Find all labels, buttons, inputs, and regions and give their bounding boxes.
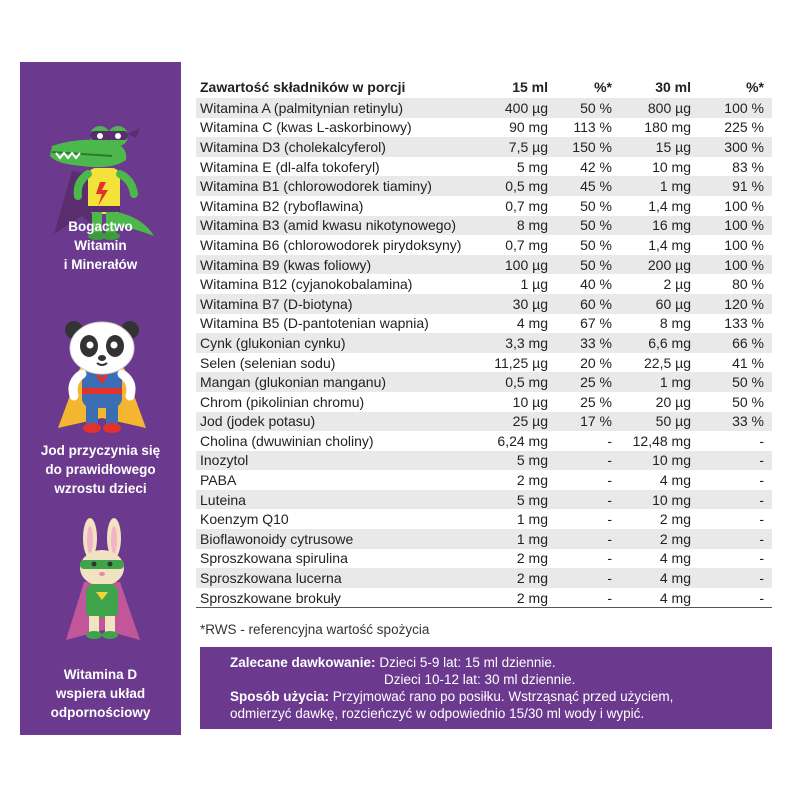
amount-15ml: 5 mg [516, 158, 548, 175]
amount-30ml: 10 mg [652, 491, 691, 508]
panda-superhero-icon [52, 318, 152, 436]
percent-15ml: 25 % [580, 393, 612, 410]
percent-30ml: - [759, 432, 764, 449]
percent-15ml: 25 % [580, 374, 612, 391]
feature-label-vitamins: Bogactwo Witamin i Minerałów [63, 219, 138, 272]
nutrition-table [196, 76, 772, 608]
percent-30ml: 100 % [724, 236, 764, 253]
amount-15ml: 25 µg [512, 413, 548, 430]
percent-15ml: 42 % [580, 158, 612, 175]
percent-15ml: - [607, 432, 612, 449]
ingredient-name: Witamina D3 (cholekalcyferol) [200, 138, 386, 155]
amount-30ml: 8 mg [659, 315, 691, 332]
percent-30ml: 300 % [724, 138, 764, 155]
percent-15ml: - [607, 589, 612, 606]
percent-15ml: 67 % [580, 315, 612, 332]
percent-15ml: 50 % [580, 99, 612, 116]
ingredient-name: Koenzym Q10 [200, 511, 289, 528]
percent-15ml: 17 % [580, 413, 612, 430]
amount-30ml: 200 µg [647, 256, 691, 273]
ingredient-name: Mangan (glukonian manganu) [200, 374, 387, 391]
percent-30ml: 50 % [732, 393, 764, 410]
ingredient-name: Jod (jodek potasu) [200, 413, 316, 430]
amount-30ml: 800 µg [647, 99, 691, 116]
amount-15ml: 30 µg [512, 295, 548, 312]
amount-30ml: 2 mg [659, 511, 691, 528]
table-row [196, 353, 772, 373]
table-row [196, 431, 772, 451]
amount-15ml: 2 mg [516, 570, 548, 587]
amount-30ml: 4 mg [659, 550, 691, 567]
table-row [196, 255, 772, 275]
percent-30ml: 66 % [732, 334, 764, 351]
amount-30ml: 6,6 mg [648, 334, 691, 351]
dosage-text-1: Dzieci 5-9 lat: 15 ml dziennie. [379, 655, 556, 670]
percent-30ml: 100 % [724, 197, 764, 214]
amount-15ml: 0,5 mg [505, 374, 548, 391]
table-body [196, 98, 772, 607]
amount-30ml: 1 mg [659, 178, 691, 195]
amount-15ml: 5 mg [516, 491, 548, 508]
header-percent-15ml: %* [594, 79, 612, 95]
amount-30ml: 180 mg [644, 119, 691, 136]
percent-15ml: 50 % [580, 217, 612, 234]
table-row [196, 392, 772, 412]
amount-30ml: 22,5 µg [644, 354, 691, 371]
percent-15ml: 40 % [580, 276, 612, 293]
percent-15ml: - [607, 530, 612, 547]
amount-30ml: 50 µg [655, 413, 691, 430]
percent-30ml: 33 % [732, 413, 764, 430]
table-row [196, 333, 772, 353]
percent-15ml: 113 % [573, 119, 612, 136]
dosage-text-2: Dzieci 10-12 lat: 30 ml dziennie. [384, 672, 576, 687]
amount-30ml: 10 mg [652, 158, 691, 175]
feature-label-vitamin-d: Witamina D wspiera układ odpornościowy [50, 667, 151, 720]
amount-15ml: 3,3 mg [505, 334, 548, 351]
percent-30ml: 83 % [732, 158, 764, 175]
table-row [196, 470, 772, 490]
ingredient-name: Sproszkowane brokuły [200, 589, 341, 606]
percent-15ml: - [607, 511, 612, 528]
ingredient-name: Chrom (pikolinian chromu) [200, 393, 365, 410]
amount-30ml: 2 µg [663, 276, 691, 293]
amount-15ml: 2 mg [516, 589, 548, 606]
amount-15ml: 1 mg [516, 530, 548, 547]
percent-30ml: 50 % [732, 374, 764, 391]
amount-30ml: 20 µg [655, 393, 691, 410]
rabbit-superhero-icon [58, 518, 148, 648]
percent-15ml: 45 % [580, 178, 612, 195]
table-row [196, 157, 772, 177]
percent-30ml: 100 % [724, 256, 764, 273]
percent-30ml: - [759, 570, 764, 587]
usage-text-2: odmierzyć dawkę, rozcieńczyć w odpowiednio 15/30 ml wody i wypić. [230, 706, 645, 721]
amount-15ml: 5 mg [516, 452, 548, 469]
percent-30ml: 100 % [724, 217, 764, 234]
percent-15ml: - [607, 452, 612, 469]
ingredient-name: Cholina (dwuwinian choliny) [200, 432, 374, 449]
percent-15ml: 50 % [580, 236, 612, 253]
ingredient-name: Witamina B7 (D-biotyna) [200, 295, 353, 312]
amount-30ml: 15 µg [655, 138, 691, 155]
ingredient-name: Witamina C (kwas L-askorbinowy) [200, 119, 412, 136]
table-bottom-rule [196, 607, 772, 608]
ingredient-name: Sproszkowana spirulina [200, 550, 348, 567]
percent-15ml: 50 % [580, 256, 612, 273]
ingredient-name: Selen (selenian sodu) [200, 354, 336, 371]
table-row [196, 490, 772, 510]
ingredient-name: Bioflawonoidy cytrusowe [200, 530, 354, 547]
table-row [196, 372, 772, 392]
ingredient-name: Witamina E (dl-alfa tokoferyl) [200, 158, 380, 175]
table-row [196, 216, 772, 236]
amount-30ml: 1,4 mg [648, 197, 691, 214]
rws-footnote: *RWS - referencyjna wartość spożycia [200, 622, 430, 637]
ingredient-name: PABA [200, 472, 237, 489]
percent-15ml: - [607, 550, 612, 567]
amount-15ml: 100 µg [504, 256, 548, 273]
percent-15ml: 33 % [580, 334, 612, 351]
percent-30ml: 41 % [732, 354, 764, 371]
header-percent-30ml: %* [746, 79, 764, 95]
header-ingredients: Zawartość składników w porcji [200, 79, 406, 95]
percent-15ml: 60 % [580, 295, 612, 312]
percent-30ml: - [759, 530, 764, 547]
amount-30ml: 4 mg [659, 472, 691, 489]
ingredient-name: Inozytol [200, 452, 249, 469]
amount-15ml: 0,5 mg [505, 178, 548, 195]
table-row [196, 274, 772, 294]
amount-15ml: 1 µg [520, 276, 548, 293]
percent-30ml: - [759, 550, 764, 567]
percent-15ml: 20 % [580, 354, 612, 371]
percent-30ml: 91 % [732, 178, 764, 195]
dosage-line-1 [230, 654, 772, 671]
amount-15ml: 0,7 mg [505, 197, 548, 214]
amount-15ml: 2 mg [516, 550, 548, 567]
table-row [196, 451, 772, 471]
usage-line-2 [230, 705, 772, 722]
percent-15ml: 150 % [572, 138, 612, 155]
ingredient-name: Cynk (glukonian cynku) [200, 334, 346, 351]
usage-line-1 [230, 688, 772, 705]
amount-15ml: 4 mg [516, 315, 548, 332]
percent-30ml: - [759, 491, 764, 508]
table-row [196, 294, 772, 314]
percent-30ml: 100 % [724, 99, 764, 116]
usage-text-1: Przyjmować rano po posiłku. Wstrząsnąć przed użyciem, [332, 689, 674, 704]
table-row [196, 235, 772, 255]
percent-30ml: - [759, 452, 764, 469]
features-sidebar [20, 62, 181, 735]
amount-30ml: 16 mg [652, 217, 691, 234]
ingredient-name: Sproszkowana lucerna [200, 570, 342, 587]
ingredient-name: Witamina A (palmitynian retinylu) [200, 99, 404, 116]
amount-30ml: 2 mg [659, 530, 691, 547]
percent-15ml: - [607, 472, 612, 489]
ingredient-name: Witamina B9 (kwas foliowy) [200, 256, 372, 273]
dosage-box [200, 647, 772, 729]
amount-30ml: 4 mg [659, 570, 691, 587]
table-header [196, 76, 772, 98]
table-row [196, 314, 772, 334]
amount-15ml: 7,5 µg [508, 138, 548, 155]
table-row [196, 588, 772, 608]
amount-15ml: 10 µg [512, 393, 548, 410]
ingredient-name: Witamina B2 (ryboflawina) [200, 197, 364, 214]
amount-15ml: 1 mg [516, 511, 548, 528]
table-row [196, 568, 772, 588]
table-row [196, 509, 772, 529]
amount-15ml: 6,24 mg [497, 432, 548, 449]
header-15ml: 15 ml [512, 79, 548, 95]
amount-15ml: 2 mg [516, 472, 548, 489]
percent-15ml: - [607, 570, 612, 587]
table-row [196, 118, 772, 138]
percent-30ml: - [759, 511, 764, 528]
amount-30ml: 60 µg [655, 295, 691, 312]
table-row [196, 196, 772, 216]
amount-15ml: 11,25 µg [494, 354, 548, 371]
ingredient-name: Witamina B3 (amid kwasu nikotynowego) [200, 217, 456, 234]
table-row [196, 549, 772, 569]
percent-30ml: - [759, 589, 764, 606]
ingredient-name: Witamina B6 (chlorowodorek pirydoksyny) [200, 236, 462, 253]
amount-15ml: 0,7 mg [505, 236, 548, 253]
feature-label-iodine: Jod przyczynia się do prawidłowego wzrostu dzieci [40, 443, 161, 496]
percent-30ml: 133 % [724, 315, 764, 332]
table-row [196, 529, 772, 549]
usage-label: Sposób użycia: [230, 689, 330, 704]
percent-15ml: - [607, 491, 612, 508]
amount-30ml: 4 mg [659, 589, 691, 606]
percent-30ml: - [759, 472, 764, 489]
amount-15ml: 400 µg [504, 99, 548, 116]
percent-15ml: 50 % [580, 197, 612, 214]
amount-30ml: 1 mg [659, 374, 691, 391]
table-row [196, 176, 772, 196]
ingredient-name: Witamina B1 (chlorowodorek tiaminy) [200, 178, 432, 195]
percent-30ml: 80 % [732, 276, 764, 293]
dosage-line-2 [230, 671, 772, 688]
amount-15ml: 90 mg [509, 119, 548, 136]
table-row [196, 137, 772, 157]
ingredient-name: Witamina B12 (cyjanokobalamina) [200, 276, 413, 293]
amount-30ml: 10 mg [652, 452, 691, 469]
table-row [196, 98, 772, 118]
ingredient-name: Luteina [200, 491, 246, 508]
dosage-label: Zalecane dawkowanie: [230, 655, 376, 670]
percent-30ml: 120 % [724, 295, 764, 312]
amount-15ml: 8 mg [516, 217, 548, 234]
percent-30ml: 225 % [724, 119, 764, 136]
amount-30ml: 12,48 mg [632, 432, 691, 449]
ingredient-name: Witamina B5 (D-pantotenian wapnia) [200, 315, 429, 332]
table-row [196, 412, 772, 432]
amount-30ml: 1,4 mg [648, 236, 691, 253]
header-30ml: 30 ml [655, 79, 691, 95]
